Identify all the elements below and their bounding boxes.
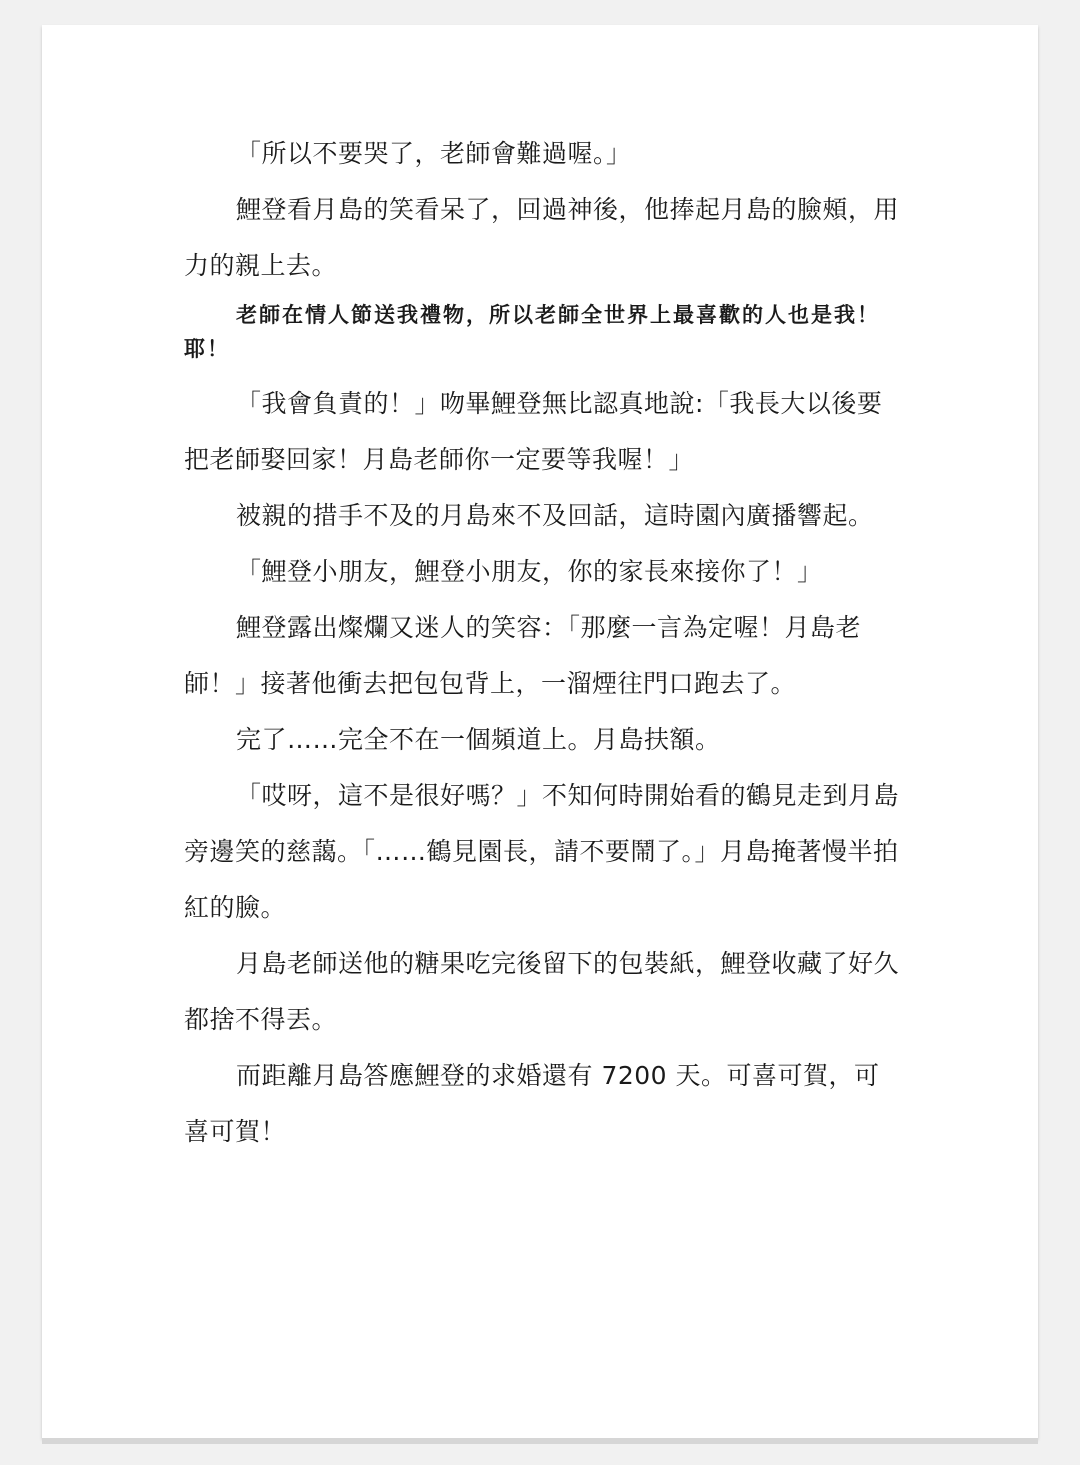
paragraph: 「鯉登小朋友，鯉登小朋友，你的家長來接你了！」: [236, 557, 823, 586]
paragraph: 鯉登露出燦爛又迷人的笑容：「那麼一言為定喔！月島老師！」接著他衝去把包包背上，一溜煙往門口跑去了。: [184, 613, 862, 698]
emphasis-paragraph: 老師在情人節送我禮物，所以老師全世界上最喜歡的人也是我！耶！: [184, 302, 880, 361]
paragraph: 被親的措手不及的月島來不及回話，這時園內廣播響起。: [236, 501, 874, 530]
paragraph: 「我會負責的！」吻畢鯉登無比認真地說:「我長大以後要把老師娶回家！月島老師你一定要等我喔！」: [184, 389, 883, 474]
paragraph: 月島老師送他的糖果吃完後留下的包裝紙，鯉登收藏了好久都捨不得丟。: [184, 949, 900, 1034]
document-body: [184, 126, 902, 1160]
paragraph: 「哎呀，這不是很好嗎？」不知何時開始看的鶴見走到月島旁邊笑的慈藹。「……鶴見園長，請不要鬧了。」月島掩著慢半拍紅的臉。: [184, 781, 900, 922]
paragraph: 「所以不要哭了，老師會難過喔。」: [236, 139, 632, 168]
paragraph: 而距離月島答應鯉登的求婚還有 7200 天。可喜可賀，可喜可賀！: [184, 1061, 880, 1146]
paragraph: 鯉登看月島的笑看呆了，回過神後，他捧起月島的臉頰，用力的親上去。: [184, 195, 900, 280]
page-shadow: [42, 1438, 1038, 1444]
paragraph: 完了……完全不在一個頻道上。月島扶額。: [236, 725, 721, 754]
